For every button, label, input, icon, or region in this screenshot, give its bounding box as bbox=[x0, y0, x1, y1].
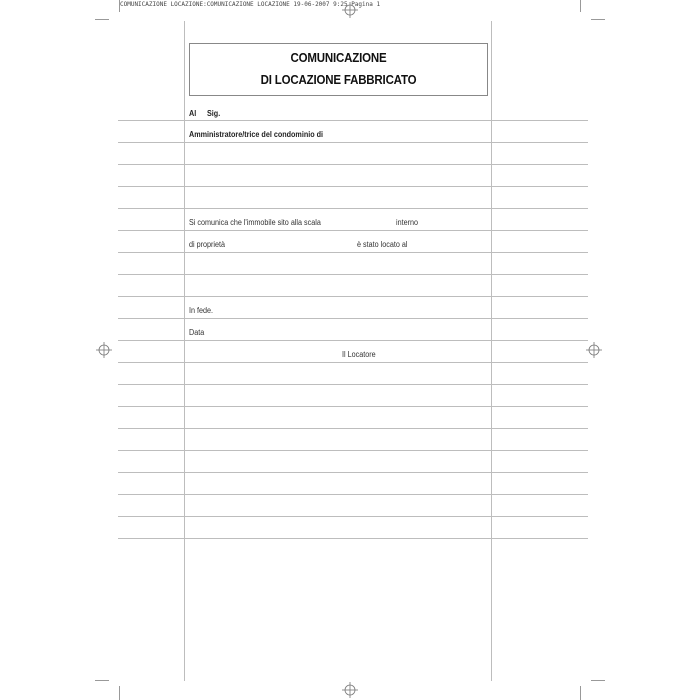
ruled-line bbox=[118, 384, 588, 385]
in-fede-text: In fede. bbox=[189, 306, 214, 315]
ruled-line bbox=[118, 186, 588, 187]
ruled-line bbox=[118, 120, 588, 121]
sig-label: Sig. bbox=[207, 109, 221, 118]
ruled-line bbox=[118, 164, 588, 165]
title-line-1: COMUNICAZIONE bbox=[290, 51, 387, 65]
crop-mark bbox=[95, 680, 109, 681]
ruled-line bbox=[118, 142, 588, 143]
ruled-line bbox=[118, 318, 588, 319]
data-label: Data bbox=[189, 328, 205, 337]
crop-mark bbox=[95, 19, 109, 20]
crop-mark bbox=[119, 686, 120, 700]
ruled-line bbox=[118, 340, 588, 341]
registration-mark-icon bbox=[342, 2, 358, 18]
ruled-line bbox=[118, 428, 588, 429]
si-comunica-text: Si comunica che l'immobile sito alla scala bbox=[189, 218, 321, 227]
crop-mark bbox=[580, 686, 581, 700]
ruled-line bbox=[118, 516, 588, 517]
interno-label: interno bbox=[396, 218, 419, 227]
crop-mark bbox=[591, 680, 605, 681]
ruled-line bbox=[118, 252, 588, 253]
ruled-line bbox=[118, 472, 588, 473]
registration-mark-icon bbox=[342, 682, 358, 698]
title-line-2: DI LOCAZIONE FABBRICATO bbox=[260, 73, 417, 87]
ruled-line bbox=[118, 208, 588, 209]
ruled-line bbox=[118, 274, 588, 275]
di-proprieta-label: di proprietà bbox=[189, 240, 226, 249]
ruled-line bbox=[118, 230, 588, 231]
ruled-line bbox=[118, 450, 588, 451]
ruled-line bbox=[118, 538, 588, 539]
registration-mark-icon bbox=[586, 342, 602, 358]
title-box bbox=[189, 43, 488, 96]
al-label: Al bbox=[189, 109, 197, 118]
il-locatore-label: Il Locatore bbox=[342, 350, 376, 359]
ruled-line bbox=[118, 406, 588, 407]
ruled-line bbox=[118, 362, 588, 363]
crop-mark bbox=[580, 0, 581, 12]
ruled-line bbox=[118, 296, 588, 297]
amministratore-label: Amministratore/trice del condominio di bbox=[189, 130, 324, 139]
crop-mark bbox=[591, 19, 605, 20]
registration-mark-icon bbox=[96, 342, 112, 358]
stato-locato-label: è stato locato al bbox=[357, 240, 408, 249]
crop-mark bbox=[119, 0, 120, 12]
ruled-line bbox=[118, 494, 588, 495]
print-slug: COMUNICAZIONE LOCAZIONE:COMUNICAZIONE LOCAZIONE 19-06-2007 9:25 Pagina 1 bbox=[120, 1, 381, 8]
